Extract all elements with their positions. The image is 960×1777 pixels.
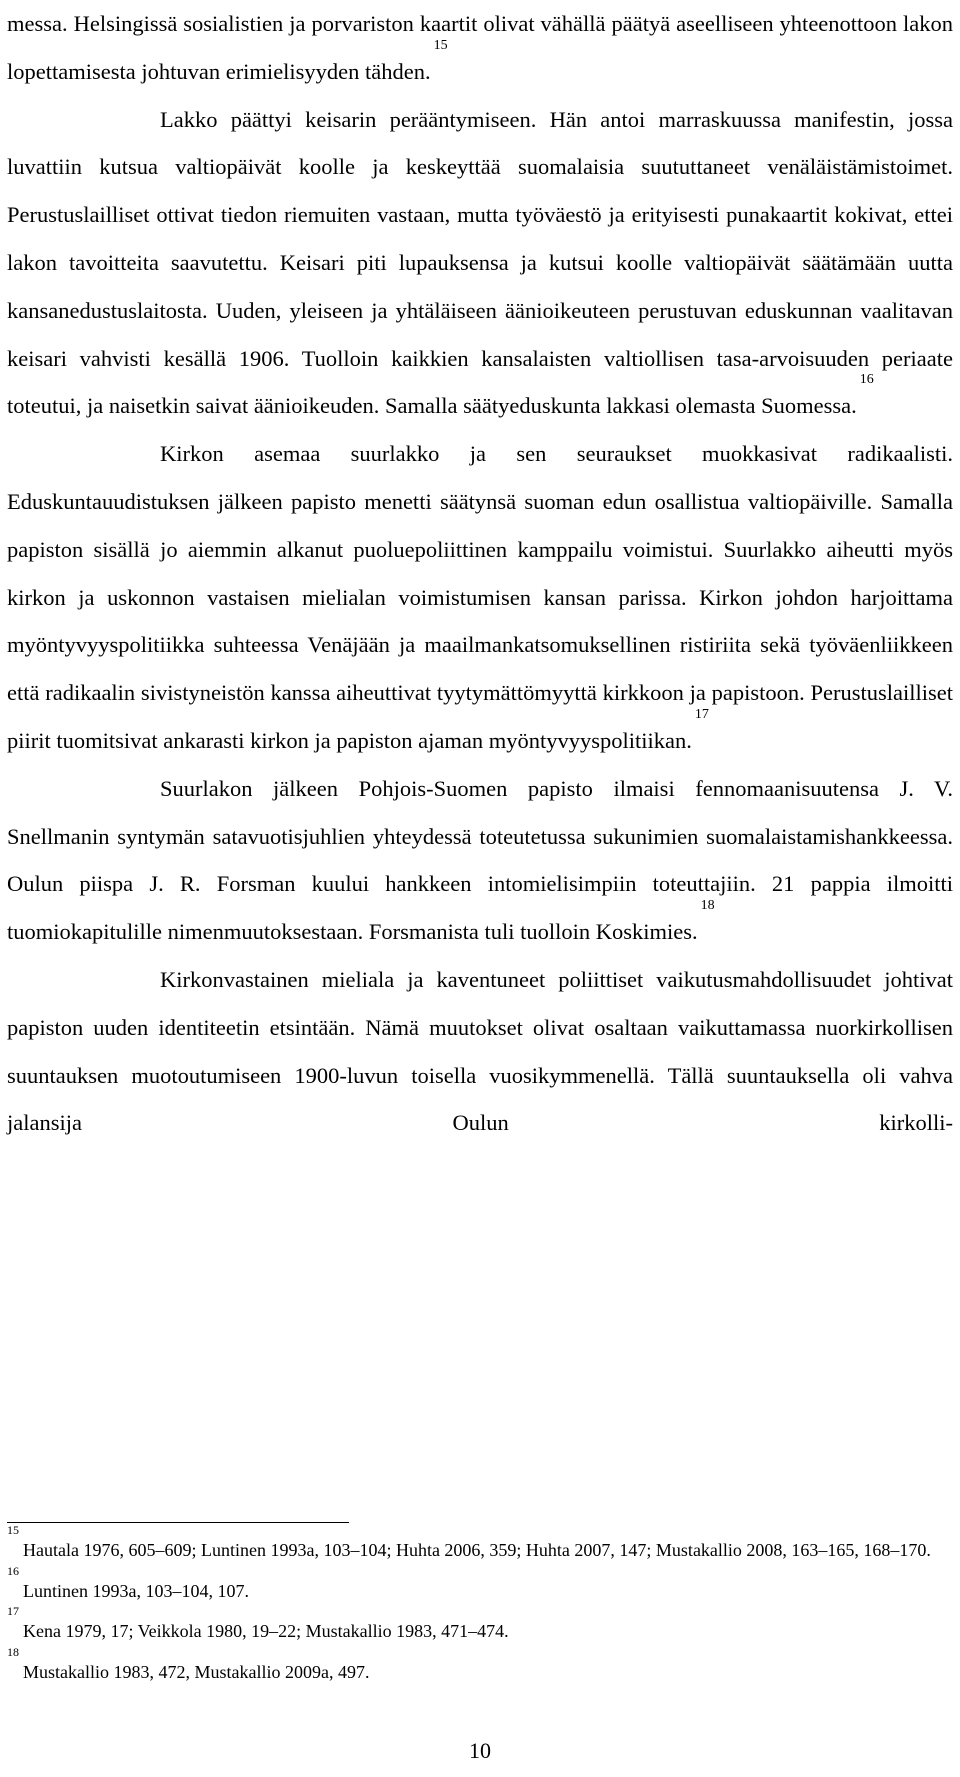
footnote-text: Kena 1979, 17; Veikkola 1980, 19–22; Mustakallio 1983, 471–474. [23,1621,509,1641]
page-number: 10 [469,1738,491,1763]
footnote-ref-16: 16 [859,372,874,388]
paragraph-4 [7,765,953,956]
paragraph-text: messa. Helsingissä sosialistien ja porvariston kaartit olivat vähällä päätyä aseelliseen yhteenottoon lakon lopettamisesta johtuvan erimielisyyden tähden. [7,11,953,84]
footnote-separator [7,1522,349,1523]
footnote-text: Luntinen 1993a, 103–104, 107. [23,1580,249,1601]
footnote-text: Mustakallio 1983, 472, Mustakallio 2009a, 497. [23,1661,370,1682]
footnote-number: 17 [7,1604,19,1618]
footnote-ref-15: 15 [433,37,448,53]
footnote-number: 18 [7,1644,19,1659]
paragraph-text: Suurlakon jälkeen Pohjois-Suomen papisto ilmaisi fennomaanisuutensa J. V. Snellmanin syntymän satavuotisjuhlien yhteydessä toteutetussa sukunimien suomalaistamishankkeessa. Oulun piispa J. R. Forsman kuului hankkeen intomielisimpiin toteuttajiin. 21 pappia ilmoitti tuomiokapitulille nimenmuutoksestaan. Forsmanista tuli tuolloin Koskimies. [7,775,953,945]
paragraph-text: Lakko päättyi keisarin perääntymiseen. Hän antoi marraskuussa manifestin, jossa luvattiin kutsua valtiopäivät koolle ja keskeyttää suomalaisia suututtaneet venäläistämistoimet. Perustuslailliset ottivat tiedon riemuiten vastaan, mutta työväestö ja erityisesti punakaartit kokivat, ettei lakon tavoitteita saavutettu. Keisari piti lupauksensa ja kutsui koolle valtiopäivät säätämään uutta kansanedustuslaitosta. Uuden, yleiseen ja yhtäläiseen äänioikeuteen perustuvan eduskunnan vaalitavan keisari vahvisti kesällä 1906. Tuolloin kaikkien kansalaisten valtiollisen tasa-arvoisuuden periaate toteutui, ja naisetkin saivat äänioikeuden. Samalla säätyeduskunta lakkasi olemasta Suomessa. [7,106,953,419]
paragraph-text: Kirkon asemaa suurlakko ja sen seuraukset muokkasivat radikaalisti. Eduskuntauudistuksen jälkeen papisto menetti säätynsä suoman edun osallistua valtiopäiville. Samalla papiston sisällä jo aiemmin alkanut puoluepoliittinen kamppailu voimistui. Suurlakko aiheutti myös kirkon ja uskonnon vastaisen mielialan voimistumisen kansan parissa. Kirkon johdon harjoittama myöntyvyyspolitiikka suhteessa Venäjään ja maailmankatsomuksellinen ristiriita sekä työväenliikkeen että radikaalin sivistyneistön kanssa aiheuttivat tyytymättömyyttä kirkkoon ja papistoon. Perustuslailliset piirit tuomitsivat ankarasti kirkon ja papiston ajaman myöntyvyyspolitiikan. [7,441,953,753]
footnote-17 [7,1604,942,1652]
paragraph-1 [7,0,953,96]
paragraph-2 [7,96,953,431]
paragraph-text: Kirkonvastainen mieliala ja kaventuneet poliittiset vaikutusmahdollisuudet johtivat papiston uuden identiteetin etsintään. Nämä muutokset olivat osaltaan vaikuttamassa nuorkirkollisen suuntauksen muotoutumiseen 1900-luvun toisella vuosikymmenellä. Tällä suuntauksella oli vahva jalansija Oulun kirkolli- [7,966,953,1136]
footnote-number: 15 [7,1523,19,1537]
footnote-ref-17: 17 [694,706,709,722]
document-page [7,0,953,1147]
footnote-ref-18: 18 [700,898,715,914]
footnotes [7,1523,942,1692]
paragraph-3 [7,430,953,765]
paragraph-5 [7,956,953,1147]
footnote-number: 16 [7,1563,19,1578]
footnote-text: Hautala 1976, 605–609; Luntinen 1993a, 103–104; Huhta 2006, 359; Huhta 2007, 147; Mustakallio 2008, 163–165, 168–170. [23,1540,931,1560]
footnote-16 [7,1563,942,1612]
footnote-18 [7,1644,942,1693]
footnote-15 [7,1523,942,1571]
body-text [7,0,953,1147]
